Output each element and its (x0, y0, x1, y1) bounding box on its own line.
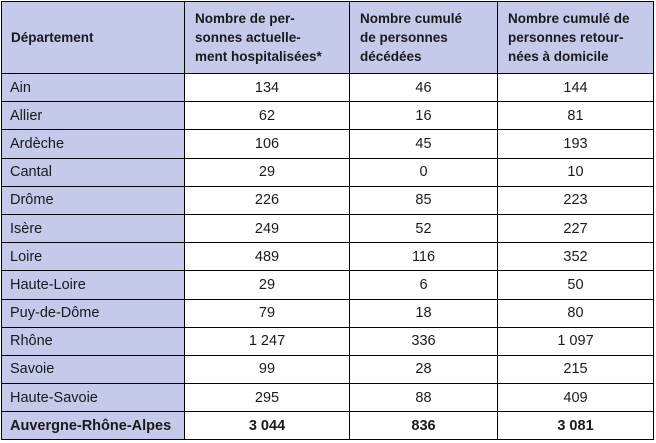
department-cell: Rhône (2, 327, 185, 355)
decedes-cell: 28 (350, 355, 498, 383)
header-row (2, 2, 654, 74)
table-row (2, 384, 654, 412)
hospitalises-cell: 29 (185, 158, 350, 186)
decedes-cell: 18 (350, 299, 498, 327)
department-cell: Puy-de-Dôme (2, 299, 185, 327)
hospitalises-cell: 29 (185, 271, 350, 299)
decedes-cell: 46 (350, 74, 498, 102)
retour-domicile-cell: 10 (498, 158, 654, 186)
decedes-cell: 88 (350, 384, 498, 412)
hospitalises-cell: 249 (185, 214, 350, 242)
department-cell: Allier (2, 102, 185, 130)
retour-domicile-cell: 144 (498, 74, 654, 102)
hospitalises-cell: 134 (185, 74, 350, 102)
hospitalises-cell: 99 (185, 355, 350, 383)
total-region-label: Auvergne-Rhône-Alpes (2, 412, 185, 440)
hospitalises-cell: 106 (185, 130, 350, 158)
header-decedes: Nombre cumulé de personnes décédées (350, 2, 498, 74)
department-cell: Isère (2, 214, 185, 242)
hospitalises-cell: 295 (185, 384, 350, 412)
decedes-cell: 6 (350, 271, 498, 299)
decedes-cell: 45 (350, 130, 498, 158)
table-row (2, 102, 654, 130)
table-row (2, 130, 654, 158)
table-row (2, 299, 654, 327)
header-departement: Département (2, 2, 185, 74)
edge-divider (653, 214, 654, 242)
table-body (2, 74, 654, 412)
hospitalises-cell: 489 (185, 243, 350, 271)
table-row (2, 243, 654, 271)
decedes-cell: 16 (350, 102, 498, 130)
retour-domicile-cell: 1 097 (498, 327, 654, 355)
total-hospitalises: 3 044 (185, 412, 350, 440)
total-decedes: 836 (350, 412, 498, 440)
department-cell: Haute-Savoie (2, 384, 185, 412)
hospital-data-table (1, 1, 654, 440)
department-cell: Cantal (2, 158, 185, 186)
department-cell: Ain (2, 74, 185, 102)
header-hospitalises: Nombre de per- sonnes actuelle- ment hospitalisées* (185, 2, 350, 74)
department-cell: Loire (2, 243, 185, 271)
retour-domicile-cell: 81 (498, 102, 654, 130)
hospitalises-cell: 79 (185, 299, 350, 327)
table-row (2, 74, 654, 102)
department-cell: Ardèche (2, 130, 185, 158)
department-cell: Haute-Loire (2, 271, 185, 299)
department-cell: Savoie (2, 355, 185, 383)
hospitalises-cell: 226 (185, 186, 350, 214)
table-row (2, 214, 654, 242)
header-retour-domicile: Nombre cumulé de personnes retour- nées à domicile (498, 2, 654, 74)
decedes-cell: 85 (350, 186, 498, 214)
decedes-cell: 0 (350, 158, 498, 186)
retour-domicile-cell: 50 (498, 271, 654, 299)
total-row (2, 412, 654, 440)
decedes-cell: 336 (350, 327, 498, 355)
table-header (2, 2, 654, 74)
retour-domicile-cell: 223 (498, 186, 654, 214)
decedes-cell: 52 (350, 214, 498, 242)
retour-domicile-cell: 215 (498, 355, 654, 383)
hospitalises-cell: 1 247 (185, 327, 350, 355)
retour-domicile-cell: 227 (498, 214, 654, 242)
retour-domicile-cell: 193 (498, 130, 654, 158)
hospitalises-cell: 62 (185, 102, 350, 130)
total-retour-domicile: 3 081 (498, 412, 654, 440)
retour-domicile-cell: 352 (498, 243, 654, 271)
decedes-cell: 116 (350, 243, 498, 271)
table-row (2, 355, 654, 383)
table-row (2, 271, 654, 299)
retour-domicile-cell: 409 (498, 384, 654, 412)
table-footer (2, 412, 654, 440)
table-row (2, 186, 654, 214)
retour-domicile-cell: 80 (498, 299, 654, 327)
table-row (2, 327, 654, 355)
department-cell: Drôme (2, 186, 185, 214)
table-row (2, 158, 654, 186)
